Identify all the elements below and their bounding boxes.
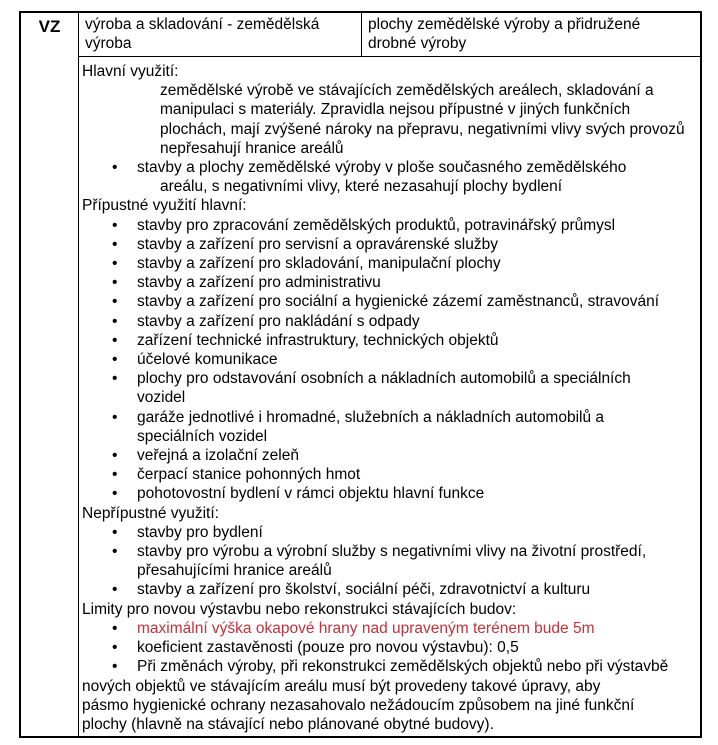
zone-description-line: plochy zemědělské výroby a přidružené xyxy=(368,16,641,33)
body-line xyxy=(82,254,696,273)
zone-description-line: drobné výroby xyxy=(368,35,467,52)
body-line xyxy=(82,523,696,542)
body-line xyxy=(82,350,696,369)
bullet-text: stavby a zařízení pro administrativu xyxy=(137,274,381,292)
bullet-text: stavby a zařízení pro školství, sociální péči, zdravotnictví a kulturu xyxy=(137,581,591,599)
section-label: Limity pro novou výstavbu nebo rekonstrukci stávajících budov: xyxy=(82,600,517,618)
zone-description-cell xyxy=(362,13,700,56)
bullet-text: plochy pro odstavování osobních a nákladních automobilů a speciálních xyxy=(137,370,631,388)
bullet-text: stavby pro zpracování zemědělských produktů, potravinářský průmysl xyxy=(137,216,616,234)
body-line: vozidel xyxy=(137,389,186,407)
bullet-icon: • xyxy=(112,351,118,369)
bullet-icon: • xyxy=(112,408,118,426)
bullet-icon: • xyxy=(112,331,118,349)
bullet-text: zařízení technické infrastruktury, technických objektů xyxy=(137,331,499,349)
bullet-text: stavby pro výrobu a výrobní služby s negativními vlivy na životní prostředí, xyxy=(137,543,647,561)
bullet-icon: • xyxy=(112,312,118,330)
bullet-text: koeficient zastavěnosti (pouze pro novou výstavbu): 0,5 xyxy=(137,639,519,657)
bullet-text: stavby a zařízení pro nakládání s odpady xyxy=(137,312,420,330)
body-line xyxy=(82,273,696,292)
bullet-icon: • xyxy=(112,447,118,465)
bullet-icon: • xyxy=(112,523,118,541)
bullet-icon: • xyxy=(112,619,118,637)
body-line xyxy=(82,216,696,235)
bullet-text: pohotovostní bydlení v rámci objektu hlavní funkce xyxy=(137,485,485,503)
bullet-icon: • xyxy=(112,235,118,253)
bullet-text: stavby a plochy zemědělské výroby v ploše současného zemědělského xyxy=(137,159,627,177)
bullet-text: stavby pro bydlení xyxy=(137,523,263,541)
body-line xyxy=(82,408,696,427)
body-line xyxy=(82,312,696,331)
bullet-text: Při změnách výroby, při rekonstrukci zemědělských objektů nebo při výstavbě xyxy=(137,658,669,676)
body-line xyxy=(82,331,696,350)
bullet-text: stavby a zařízení pro skladování, manipulační plochy xyxy=(137,255,501,273)
body-line xyxy=(82,657,696,676)
body-line xyxy=(82,465,696,484)
bullet-icon: • xyxy=(112,370,118,388)
zone-name-line: výroba a skladování - zemědělská xyxy=(85,16,320,33)
bullet-text: čerpací stanice pohonných hmot xyxy=(137,466,361,484)
body-line xyxy=(82,446,696,465)
body-line xyxy=(82,369,696,388)
bullet-icon: • xyxy=(112,466,118,484)
body-line: přesahujícími hranice areálů xyxy=(137,562,332,580)
zoning-table xyxy=(19,11,702,738)
body-line xyxy=(82,619,696,638)
body-line xyxy=(82,638,696,657)
zone-code: VZ xyxy=(38,17,61,36)
body-line: plochách, mají zvýšené nároky na přepravu, negativními vlivy svých provozů xyxy=(160,120,685,138)
bullet-icon: • xyxy=(112,274,118,292)
bullet-text: stavby a zařízení pro sociální a hygienické zázemí zaměstnanců, stravování xyxy=(137,293,660,311)
body-line: nových objektů ve stávajícím areálu musí být provedeny takové úpravy, aby xyxy=(82,677,601,695)
body-line: plochy (hlavně na stávající nebo plánované obytné budovy). xyxy=(82,715,494,733)
body-line: zemědělské výrobě ve stávajících zemědělských areálech, skladování a xyxy=(160,82,654,100)
bullet-text: veřejná a izolační zeleň xyxy=(137,447,299,465)
zone-name-line: výroba xyxy=(85,35,132,52)
bullet-icon: • xyxy=(112,159,118,177)
zone-name-cell xyxy=(79,13,362,56)
body-line: nepřesahují hranice areálů xyxy=(160,139,344,157)
body-line: manipulaci s materiály. Zpravidla nejsou přípustné v jiných funkčních xyxy=(160,101,631,119)
body-line xyxy=(82,158,696,177)
bullet-text: stavby a zařízení pro servisní a opravárenské služby xyxy=(137,235,498,253)
bullet-text: maximální výška okapové hrany nad upraveným terénem bude 5m xyxy=(137,619,595,637)
zone-main-column xyxy=(79,13,700,736)
body-line xyxy=(82,235,696,254)
bullet-icon: • xyxy=(112,293,118,311)
bullet-text: garáže jednotlivé i hromadné, služebních a nákladních automobilů a xyxy=(137,408,605,426)
zone-header-row xyxy=(79,13,700,57)
body-line xyxy=(82,542,696,561)
bullet-icon: • xyxy=(112,216,118,234)
body-line xyxy=(82,292,696,311)
bullet-icon: • xyxy=(112,485,118,503)
body-line: pásmo hygienické ochrany nezasahovalo nežádoucím způsobem na jiné funkční xyxy=(82,696,635,714)
bullet-icon: • xyxy=(112,658,118,676)
body-line: areálu, s negativními vlivy, které nezasahují plochy bydlení xyxy=(160,178,563,196)
section-label: Přípustné využití hlavní: xyxy=(82,197,247,215)
body-line xyxy=(82,484,696,503)
section-label: Nepřípustné využití: xyxy=(82,504,219,522)
bullet-text: účelové komunikace xyxy=(137,351,278,369)
section-label: Hlavní využití: xyxy=(82,63,179,80)
bullet-icon: • xyxy=(112,255,118,273)
body-line xyxy=(82,580,696,599)
zone-code-cell xyxy=(21,13,79,736)
bullet-icon: • xyxy=(112,543,118,561)
body-cell xyxy=(79,57,700,736)
body-line: speciálních vozidel xyxy=(137,427,268,445)
bullet-icon: • xyxy=(112,639,118,657)
bullet-icon: • xyxy=(112,581,118,599)
